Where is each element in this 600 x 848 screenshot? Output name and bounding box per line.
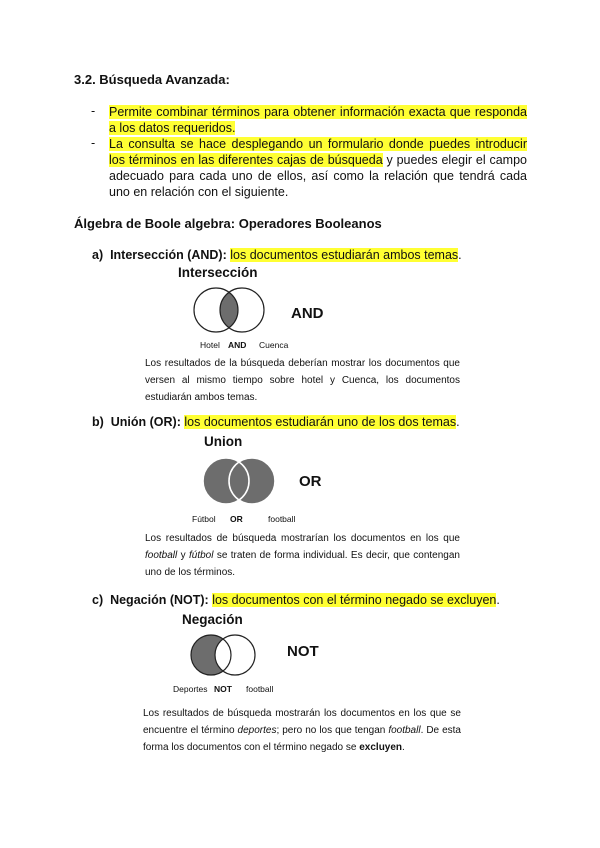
venn-and-diagram: [190, 286, 270, 336]
operator-description: [145, 530, 460, 581]
operator-name: Negación (NOT): [110, 593, 205, 607]
venn-not-diagram: [186, 632, 268, 678]
operator-name: Unión (OR): [110, 415, 177, 429]
operator-highlight: los documentos estudiarán uno de los dos temas: [184, 415, 457, 429]
desc-term: deportes: [237, 725, 277, 736]
operator-word: NOT: [287, 643, 319, 660]
diagram-title: Negación: [182, 612, 243, 627]
operator-highlight: los documentos con el término negado se excluyen: [212, 593, 497, 607]
desc-term: football: [145, 550, 178, 561]
venn-or-diagram: [199, 456, 279, 508]
desc-term: football: [388, 725, 421, 736]
venn-mid-label: OR: [230, 514, 243, 524]
operator-line-not: [92, 593, 500, 607]
bullet-dash: -: [91, 104, 96, 118]
desc-emphasis: excluyen: [359, 742, 403, 753]
operator-colon: :: [176, 415, 181, 429]
desc-text: Los resultados de búsqueda mostrarán los documentos en los que se encuentre el término: [143, 708, 461, 736]
operator-description: [143, 705, 461, 756]
desc-term: fútbol: [188, 550, 214, 561]
venn-right-label: football: [268, 514, 296, 524]
venn-left-label: Deportes: [173, 684, 208, 694]
venn-left-label: Hotel: [200, 340, 220, 350]
operator-suffix: .: [496, 593, 500, 607]
operator-line-or: [92, 415, 460, 429]
operator-prefix: c): [92, 593, 104, 607]
operator-line-and: [92, 248, 462, 262]
venn-left-label: Fútbol: [192, 514, 216, 524]
operator-suffix: .: [456, 415, 460, 429]
bullet-highlight: La consulta se hace desplegando un formulario donde puedes introducir los términos en las diferentes cajas de búsqueda: [109, 137, 527, 167]
bullet-item: [109, 104, 527, 136]
bullet-item: [109, 136, 527, 200]
desc-text: . De esta forma los documentos con el término negado se: [143, 725, 461, 753]
operator-suffix: .: [458, 248, 462, 262]
operator-word: OR: [299, 473, 322, 490]
operator-colon: :: [222, 248, 227, 262]
venn-right-label: Cuenca: [259, 340, 289, 350]
desc-text: ; pero no los que tengan: [276, 725, 389, 736]
venn-mid-label: NOT: [214, 684, 232, 694]
desc-text: y: [177, 550, 189, 561]
operator-prefix: a): [92, 248, 104, 262]
operator-description: Los resultados de la búsqueda deberían mostrar los documentos que versen al mismo tiempo sobre hotel y Cuenca, los documentos estudiarán ambos temas.: [145, 358, 460, 403]
venn-mid-label: AND: [228, 340, 247, 350]
operator-name: Intersección (AND): [110, 248, 223, 262]
diagram-title: Intersección: [178, 265, 258, 280]
bullet-rest: y puedes elegir el campo adecuado para cada uno de ellos, así como la relación que tendrá cada uno en relación con el siguiente.: [109, 153, 527, 199]
bullet-dash: -: [91, 136, 96, 150]
bullet-highlight: Permite combinar términos para obtener información exacta que responda a los datos requeridos.: [109, 105, 527, 135]
desc-text: se traten de forma individual. Es decir, que contengan uno de los términos.: [145, 550, 460, 578]
desc-text: Los resultados de búsqueda mostrarían los documentos en los que: [145, 533, 460, 544]
operator-prefix: b): [92, 415, 104, 429]
diagram-title: Union: [204, 434, 243, 449]
operator-highlight: los documentos estudiarán ambos temas: [230, 248, 459, 262]
section-title: 3.2. Búsqueda Avanzada:: [74, 72, 230, 87]
venn-right-label: football: [246, 684, 274, 694]
algebra-title: Álgebra de Boole algebra: Operadores Booleanos: [74, 216, 382, 231]
operator-colon: :: [204, 593, 209, 607]
desc-text: .: [402, 742, 405, 753]
operator-word: AND: [291, 305, 324, 322]
